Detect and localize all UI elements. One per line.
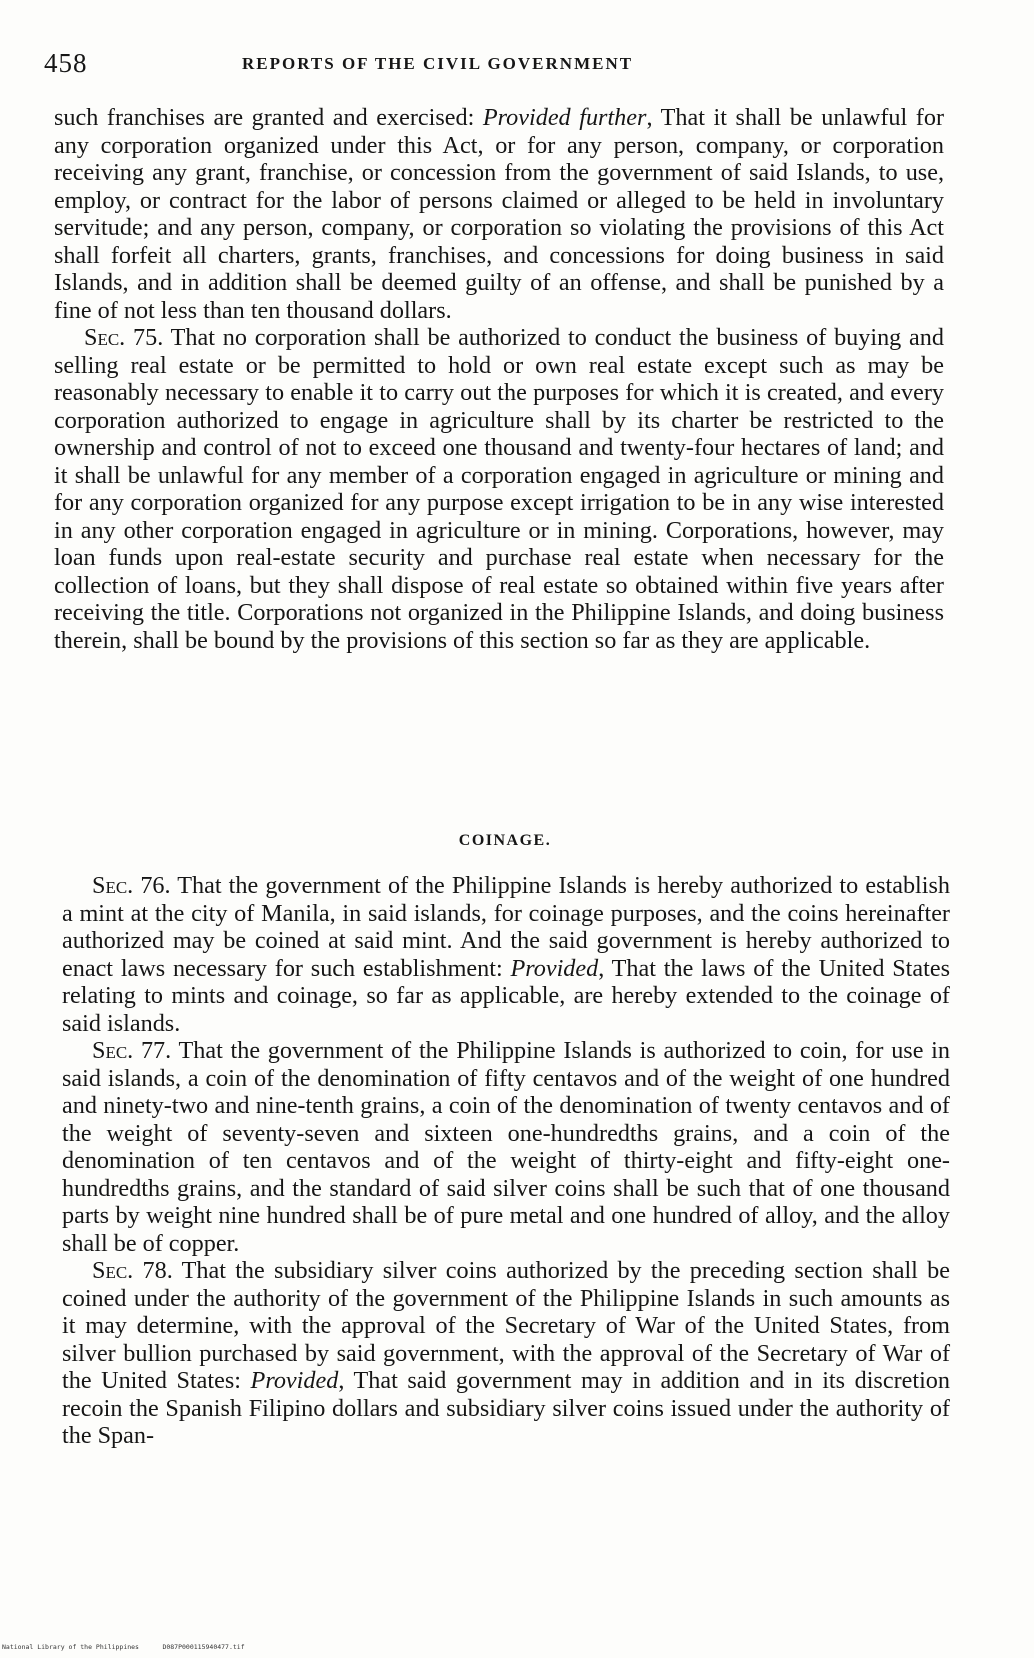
page-number: 458 [44,48,88,78]
section-76-label: Sec. 76. [92,872,171,899]
section-heading-coinage: COINAGE. [458,832,552,849]
scan-source-footer: National Library of the Philippines D087P000115940477.tif [2,1643,245,1651]
section-75-paragraph: Sec. 75. That no corporation shall be authorized to conduct the business of buying and selling real estate or be permitted to hold or own real estate except such as may be reasonably necessary to enable it to carry out the purposes for which it is created, and every corporation authorized to engage in agriculture shall by its charter be restricted to the ownership and control of not to exceed one thousand and twenty-four hectares of land; and it shall be unlawful for any member of a corporation engaged in agriculture or mining and for any corporation organized for any purpose except irrigation to be in any wise interested in any other corporation engaged in agriculture or in mining. Corporations, however, may loan funds upon real-estate security and purchase real estate when necessary for the collection of loans, but they shall dispose of real estate so obtained within five years after receiving the title. Corporations not organized in the Philippine Islands, and doing business therein, shall be bound by the provisions of this section so far as they are applicable. [54,324,944,654]
emphasis-provided-further: Provided further [482,104,647,131]
page-header [44,48,944,88]
running-title: REPORTS OF THE CIVIL GOVERNMENT [242,54,634,73]
continuation-paragraph: such franchises are granted and exercised: Provided further, That it shall be unlawful for any corporation organized under this Act, or for any person, company, or corporation receiving any grant, franchise, or concession from the government of said Islands, to use, employ, or contract for the labor of persons claimed or alleged to be held in involuntary servitude; and any person, company, or corporation so violating the provisions of this Act shall forfeit all charters, grants, franchises, and concessions for doing business in said Islands, and in addition shall be deemed guilty of an offense, and shall be punished by a fine of not less than ten thousand dollars. [54,104,944,324]
section-75-label: Sec. 75. [84,324,164,351]
text-block-lower [62,872,950,1450]
section-78-paragraph: Sec. 78. That the subsidiary silver coins authorized by the preceding section shall be coined under the authority of the government of the Philippine Islands in such amounts as it may determine, with the approval of the Secretary of War of the United States, from silver bullion purchased by said government, with the approval of the Secretary of War of the United States: Provided, That said government may in addition and in its discretion recoin the Spanish Filipino dollars and subsidiary silver coins issued under the authority of the Span- [62,1257,950,1449]
text-block-upper [54,104,944,654]
emphasis-provided: Provided [510,954,599,982]
section-77-label: Sec. 77. [92,1037,172,1064]
section-78-label: Sec. 78. [92,1257,173,1284]
section-77-paragraph: Sec. 77. That the government of the Philippine Islands is authorized to coin, for use in said islands, a coin of the denomination of fifty centavos and of the weight of one hundred and ninety-two and nine-tenth grains, a coin of the denomination of twenty centavos and of the weight of seventy-seven and sixteen one-hundredths grains, and a coin of the denomination of ten centavos and of the weight of thirty-eight and fifty-eight one-hundredths grains, and the standard of said silver coins shall be such that of one thousand parts by weight nine hundred shall be of pure metal and one hundred of alloy, and the alloy shall be of copper. [62,1037,950,1257]
emphasis-provided: Provided [250,1367,339,1394]
section-76-paragraph: Sec. 76. That the government of the Philippine Islands is hereby authorized to establish a mint at the city of Manila, in said islands, for coinage purposes, and the coins hereinafter authorized may be coined at said mint. And the said government is hereby authorized to enact laws necessary for such establishment: Provided, That the laws of the United States relating to mints and coinage, so far as applicable, are hereby extended to the coinage of said islands. [62,872,950,1037]
